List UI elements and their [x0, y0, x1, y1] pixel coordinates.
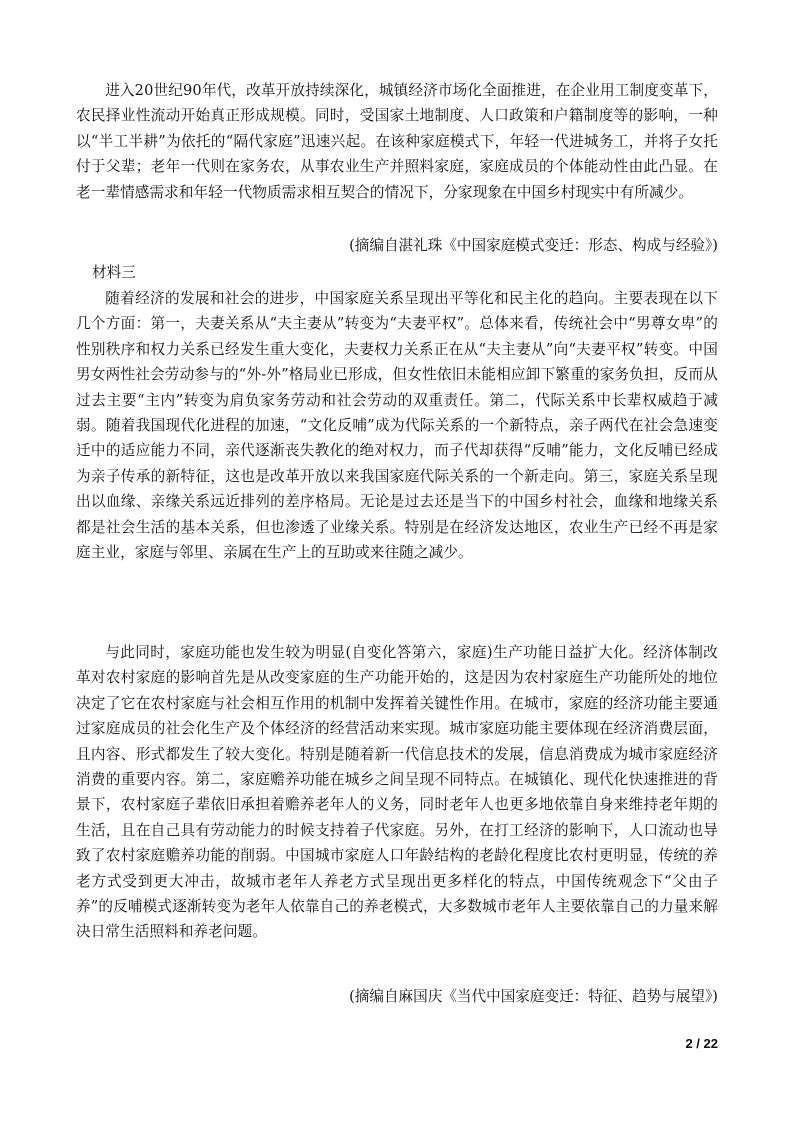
- material2-source: (摘编自湛礼珠《中国家庭模式变迁：形态、构成与经验》): [349, 237, 718, 254]
- material3-paragraph-2: 与此同时，家庭功能也发生较为明显(自变化答第六，家庭)生产功能日益扩大化。经济体制改革对农村家庭的影响首先是从改变家庭的生产功能开始的，这是因为农村家庭生产功能所处的地位决定了它在农村家庭与社会相互作用的机制中发挥着关键性作用。在城市，家庭的经济功能主要通过家庭成员的社会化生产及个体经济的经营活动来实现。城市家庭功能主要体现在经济消费层面，且内容、形式都发生了较大变化。特别是随着新一代信息技术的发展，信息消费成为城市家庭经济消费的重要内容。第二，家庭赡养功能在城乡之间呈现不同特点。在城镇化、现代化快速推进的背景下，农村家庭子辈依旧承担着赡养老年人的义务，同时老年人也更多地依靠自身来维持老年期的生活，且在自己具有劳动能力的时候支持着子代家庭。另外，在打工经济的影响下，人口流动也导致了农村家庭赡养功能的削弱。中国城市家庭人口年龄结构的老龄化程度比农村更明显，传统的养老方式受到更大冲击，故城市老年人养老方式呈现出更多样化的特点，中国传统观念下“父由子养”的反哺模式逐渐转变为老年人依靠自己的养老模式，大多数城市老年人主要依靠自己的力量来解决日常生活照料和养老问题。: [76, 644, 718, 941]
- material3-paragraph-1: 随着经济的发展和社会的进步，中国家庭关系呈现出平等化和民主化的趋向。主要表现在以下几个方面：第一，夫妻关系从“夫主妻从”转变为“夫妻平权”。总体来看，传统社会中“男尊女卑”的性别秩序和权力关系已经发生重大变化，夫妻权力关系正在从“夫主妻从”向“夫妻平权”转变。中国男女两性社会劳动参与的“外-外”格局业已形成，但女性依旧未能相应卸下繁重的家务负担，反而从过去主要“主内”转变为肩负家务劳动和社会劳动的双重责任。第二，代际关系中长辈权威趋于减弱。随着我国现代化进程的加速，“文化反哺”成为代际关系的一个新特点，亲子两代在社会急速变迁中的适应能力不同，亲代逐渐丧失教化的绝对权力，而子代却获得“反哺”能力，文化反哺已经成为亲子传承的新特征，这也是改革开放以来我国家庭代际关系的一个新走向。第三，家庭关系呈现出以血缘、亲缘关系远近排列的差序格局。无论是过去还是当下的中国乡村社会，血缘和地缘关系都是社会生活的基本关系，但也渗透了业缘关系。特别是在经济发达地区，农业生产已经不再是家庭主业，家庭与邻里、亲属在生产上的互助或来往随之减少。: [76, 290, 718, 562]
- material3-source: (摘编自麻国庆《当代中国家庭变迁：特征、趋势与展望》): [349, 988, 718, 1005]
- page-number: 2 / 22: [685, 1036, 718, 1051]
- material2-paragraph: 进入20世纪90年代，改革开放持续深化，城镇经济市场化全面推进，在企业用工制度变革下，农民择业性流动开始真正形成规模。同时，受国家土地制度、人口政策和户籍制度等的影响，一种以“半工半耕”为依托的“隔代家庭”迅速兴起。在该种家庭模式下，年轻一代进城务工，并将子女托付于父辈；老年一代则在家务农，从事农业生产并照料家庭，家庭成员的个体能动性由此凸显。在老一辈情感需求和年轻一代物质需求相互契合的情况下，分家现象在中国乡村现实中有所减少。: [76, 82, 718, 201]
- material3-heading: 材料三: [92, 264, 136, 281]
